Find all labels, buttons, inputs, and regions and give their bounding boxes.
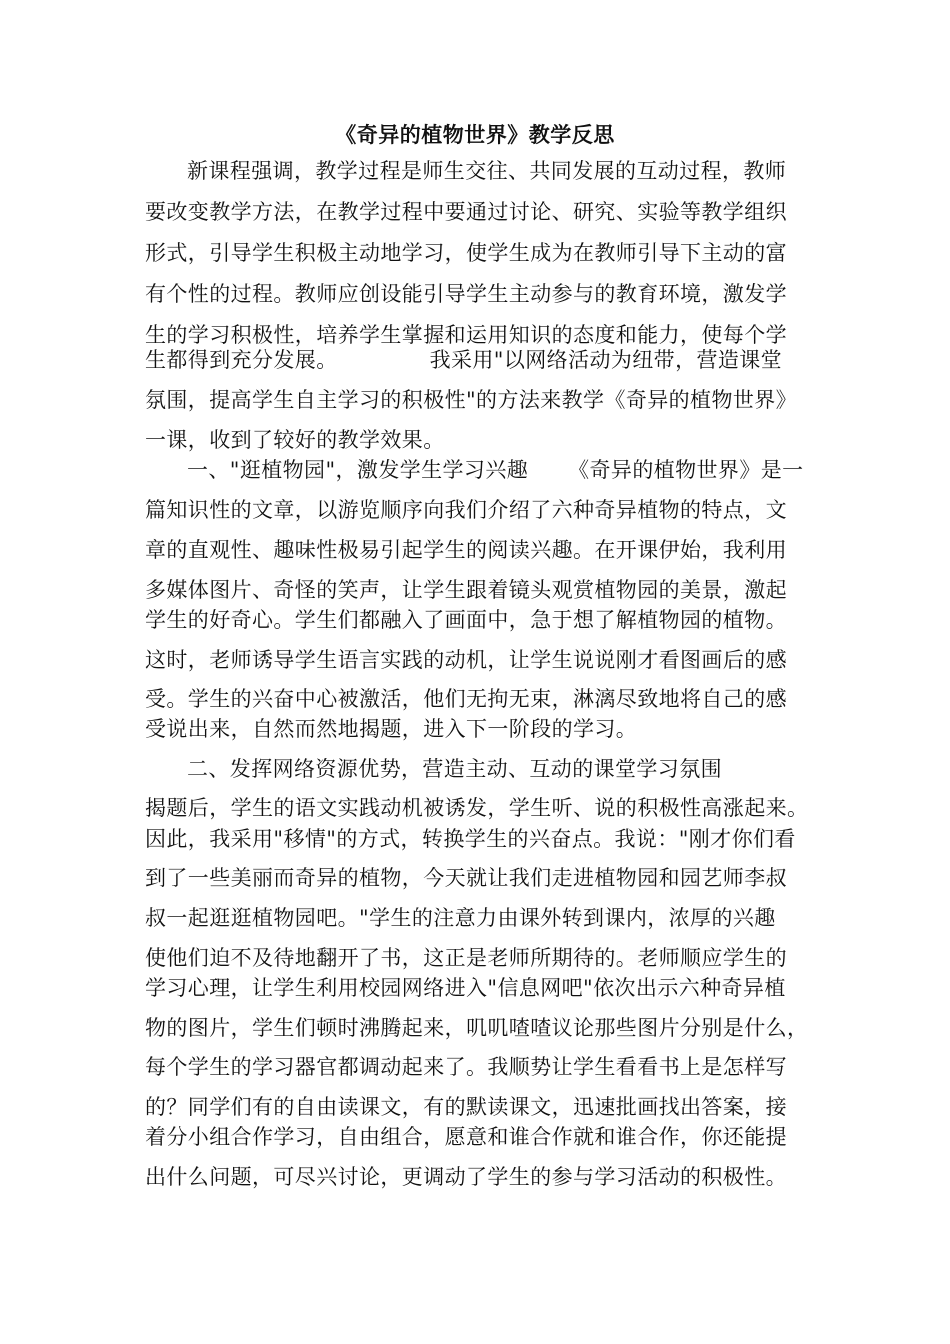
text-line: 章的直观性、趣味性极易引起学生的阅读兴趣。在开课伊始，我利用 xyxy=(145,538,787,562)
text-line: 学生的好奇心。学生们都融入了画面中，急于想了解植物园的植物。 xyxy=(145,608,787,632)
text-line: 的？同学们有的自由读课文，有的默读课文，迅速批画找出答案，接 xyxy=(145,1095,787,1119)
text-line-composite xyxy=(187,454,815,486)
text-segment: 生都得到充分发展。 xyxy=(145,348,338,372)
section-heading-1: 一、"逛植物园"，激发学生学习兴趣 xyxy=(187,458,529,482)
text-line: 多媒体图片、奇怪的笑声，让学生跟着镜头观赏植物园的美景，激起 xyxy=(145,578,787,602)
text-segment: 《奇异的植物世界》是一 xyxy=(568,458,804,482)
section-heading-2: 二、发挥网络资源优势，营造主动、互动的课堂学习氛围 xyxy=(187,757,722,781)
text-line: 受说出来，自然而然地揭题，进入下一阶段的学习。 xyxy=(145,717,638,741)
text-line: 新课程强调，教学过程是师生交往、共同发展的互动过程，教师 xyxy=(187,159,787,183)
text-line: 要改变教学方法，在教学过程中要通过讨论、研究、实验等教学组织 xyxy=(145,200,787,224)
text-line: 着分小组合作学习，自由组合，愿意和谁合作就和谁合作，你还能提 xyxy=(145,1125,787,1149)
text-line: 这时，老师诱导学生语言实践的动机，让学生说说刚才看图画后的感 xyxy=(145,648,787,672)
text-line: 受。学生的兴奋中心被激活，他们无拘无束，淋漓尽致地将自己的感 xyxy=(145,687,787,711)
text-line: 一课，收到了较好的教学效果。 xyxy=(145,428,445,452)
text-line: 生的学习积极性，培养学生掌握和运用知识的态度和能力，使每个学 xyxy=(145,323,787,347)
text-segment: 我采用"以网络活动为纽带，营造课堂 xyxy=(429,348,783,372)
text-line: 学习心理，让学生利用校园网络进入"信息网吧"依次出示六种奇异植 xyxy=(145,976,786,1000)
text-line: 揭题后，学生的语文实践动机被诱发，学生听、说的积极性高涨起来。 xyxy=(145,796,809,820)
text-line: 每个学生的学习器官都调动起来了。我顺势让学生看看书上是怎样写 xyxy=(145,1055,787,1079)
text-line: 氛围，提高学生自主学习的积极性"的方法来教学《奇异的植物世界》 xyxy=(145,388,798,412)
text-line: 有个性的过程。教师应创设能引导学生主动参与的教育环境，激发学 xyxy=(145,282,787,306)
text-line: 叔一起逛逛植物园吧。"学生的注意力由课外转到课内，浓厚的兴趣 xyxy=(145,906,776,930)
text-line: 因此，我采用"移情"的方式，转换学生的兴奋点。我说："刚才你们看 xyxy=(145,827,796,851)
text-line: 使他们迫不及待地翻开了书，这正是老师所期待的。老师顺应学生的 xyxy=(145,946,787,970)
text-line: 篇知识性的文章，以游览顺序向我们介绍了六种奇异植物的特点，文 xyxy=(145,498,787,522)
text-line-composite xyxy=(145,344,815,376)
text-line: 出什么问题，可尽兴讨论，更调动了学生的参与学习活动的积极性。 xyxy=(145,1165,787,1189)
text-line: 形式，引导学生积极主动地学习，使学生成为在教师引导下主动的富 xyxy=(145,241,787,265)
text-line: 到了一些美丽而奇异的植物，今天就让我们走进植物园和园艺师李叔 xyxy=(145,866,787,890)
document-title: 《奇异的植物世界》教学反思 xyxy=(335,122,615,147)
text-line: 物的图片，学生们顿时沸腾起来，叽叽喳喳议论那些图片分别是什么， xyxy=(145,1016,809,1040)
